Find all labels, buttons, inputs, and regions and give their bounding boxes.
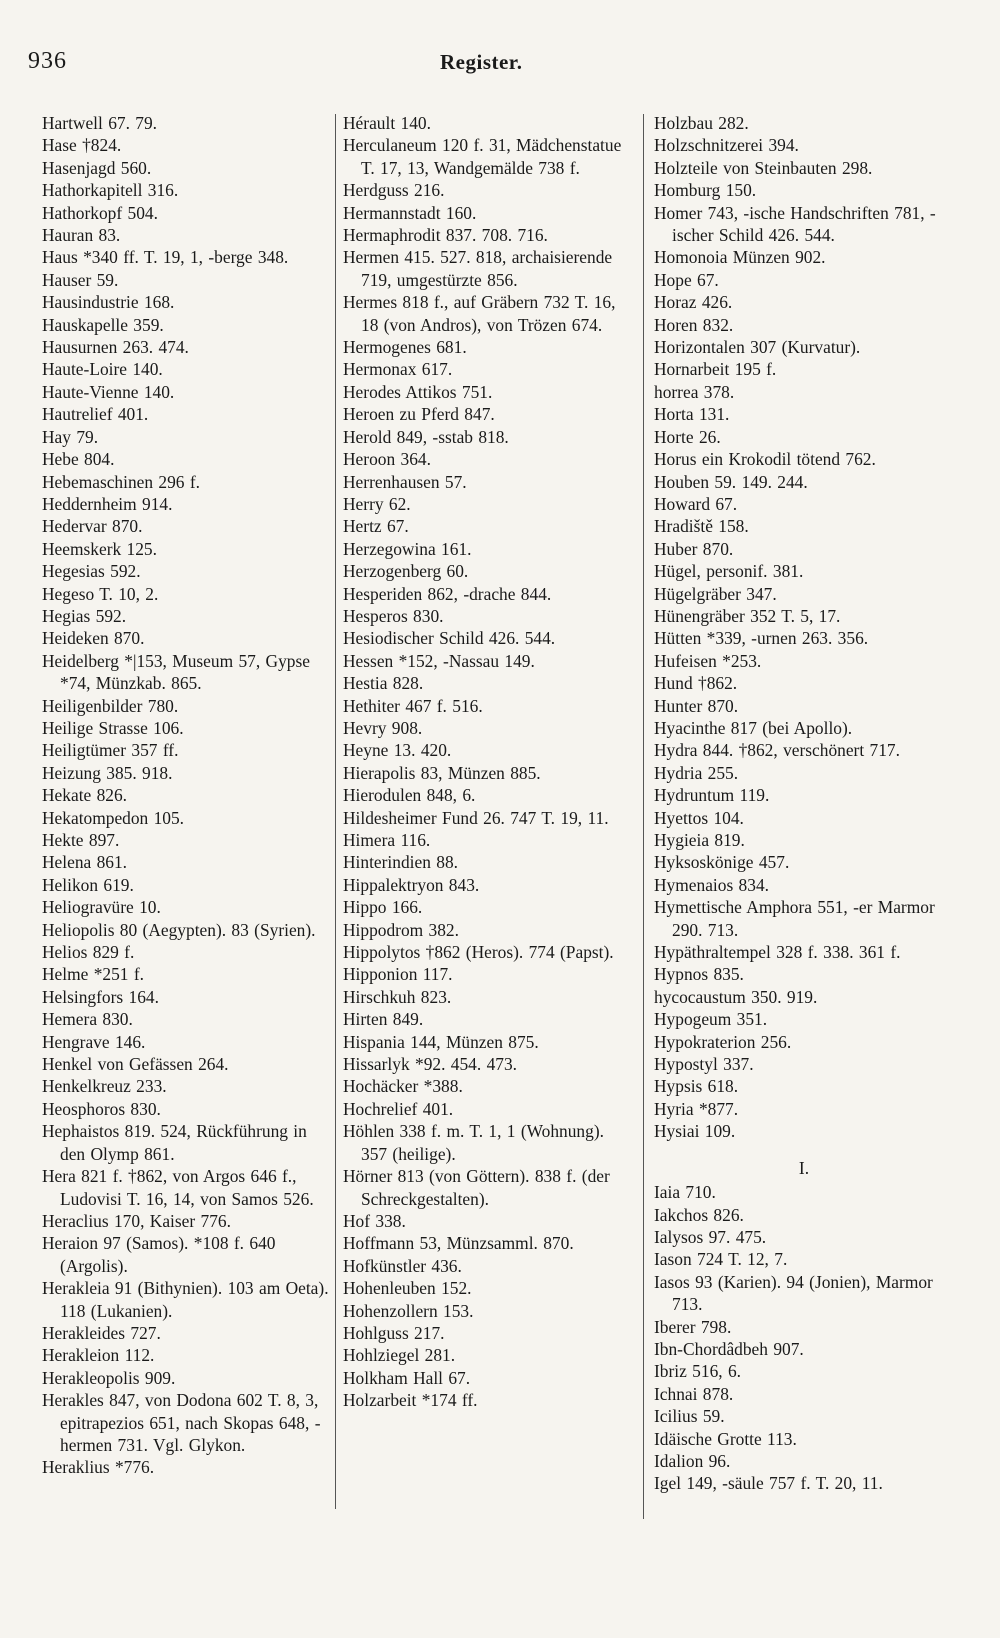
index-entry: Hof 338. bbox=[343, 1210, 406, 1231]
index-entry: Houben 59. 149. 244. bbox=[654, 471, 808, 492]
index-entry: Heidelberg *|153, Museum 57, Gypse *74, Münzkab. 865. bbox=[42, 650, 310, 694]
index-entry: Horte 26. bbox=[654, 426, 721, 447]
index-entry: horrea 378. bbox=[654, 381, 735, 402]
index-entry: Heilige Strasse 106. bbox=[42, 717, 184, 738]
index-entry: Igel 149, -säule 757 f. T. 20, 11. bbox=[654, 1473, 883, 1494]
index-entry: Herakleia 91 (Bithynien). 103 am Oeta). 118 (Lukanien). bbox=[42, 1278, 329, 1321]
index-entry: Heraklius *776. bbox=[42, 1457, 155, 1478]
index-entry: Hesperiden 862, -drache 844. bbox=[343, 583, 552, 604]
index-entry: Heyne 13. 420. bbox=[343, 740, 452, 761]
index-entry: Herdguss 216. bbox=[343, 180, 445, 201]
index-entry: Hethiter 467 f. 516. bbox=[343, 695, 483, 716]
index-entry: Helsingfors 164. bbox=[42, 986, 159, 1007]
index-entry: Heliogravüre 10. bbox=[42, 897, 161, 918]
index-entry: Iason 724 T. 12, 7. bbox=[654, 1249, 788, 1270]
index-entry: Hirten 849. bbox=[343, 1009, 424, 1030]
index-entry: Herzogenberg 60. bbox=[343, 561, 469, 582]
index-entry: Horen 832. bbox=[654, 314, 734, 335]
index-entry: Hengrave 146. bbox=[42, 1031, 146, 1052]
index-entry: Herakleides 727. bbox=[42, 1322, 161, 1343]
index-entry: Idalion 96. bbox=[654, 1450, 731, 1471]
index-entry: Hertz 67. bbox=[343, 516, 409, 537]
index-entry: Hypnos 835. bbox=[654, 964, 744, 985]
index-entry: Haus *340 ff. T. 19, 1, -berge 348. bbox=[42, 247, 289, 268]
index-entry: Heraclius 170, Kaiser 776. bbox=[42, 1210, 231, 1231]
index-entry: Horta 131. bbox=[654, 404, 730, 425]
index-entry: Hydruntum 119. bbox=[654, 785, 770, 806]
index-entry: Horaz 426. bbox=[654, 292, 733, 313]
index-entry: Heiligtümer 357 ff. bbox=[42, 740, 179, 761]
index-entry: Hymettische Amphora 551, -er Marmor 290. 713. bbox=[654, 897, 935, 940]
index-entry: hycocaustum 350. 919. bbox=[654, 986, 818, 1007]
index-entry: Hohlguss 217. bbox=[343, 1322, 445, 1343]
index-entry: Iaia 710. bbox=[654, 1182, 716, 1203]
index-entry: Hyacinthe 817 (bei Apollo). bbox=[654, 717, 853, 738]
index-entry: Hörner 813 (von Göttern). 838 f. (der Schreckgestalten). bbox=[343, 1166, 610, 1209]
index-column-1 bbox=[42, 112, 332, 1479]
index-entry: Hase †824. bbox=[42, 135, 122, 156]
index-entry: Hekatompedon 105. bbox=[42, 807, 185, 828]
index-entry: Herculaneum 120 f. 31, Mädchenstatue T. 17, 13, Wandgemälde 738 f. bbox=[343, 135, 622, 178]
page-title: Register. bbox=[440, 50, 523, 74]
index-entry: Hippalektryon 843. bbox=[343, 874, 480, 895]
index-entry: Hegeso T. 10, 2. bbox=[42, 583, 159, 604]
index-entry: Hyksoskönige 457. bbox=[654, 852, 790, 873]
index-entry: Holzteile von Steinbauten 298. bbox=[654, 157, 873, 178]
index-entry: Ibn-Chordâdbeh 907. bbox=[654, 1338, 804, 1359]
index-entry: Hathorkapitell 316. bbox=[42, 180, 179, 201]
index-entry: Idäische Grotte 113. bbox=[654, 1428, 797, 1449]
index-entry: Hunter 870. bbox=[654, 695, 739, 716]
index-entry: Homonoia Münzen 902. bbox=[654, 247, 826, 268]
index-entry: Helme *251 f. bbox=[42, 964, 144, 985]
index-entry: Huber 870. bbox=[654, 538, 734, 559]
index-entry: Hedervar 870. bbox=[42, 516, 143, 537]
index-entry: Hydra 844. †862, verschönert 717. bbox=[654, 740, 900, 761]
index-entry: Hemera 830. bbox=[42, 1009, 133, 1030]
column-rule-right bbox=[643, 114, 644, 1519]
index-entry: Heraion 97 (Samos). *108 f. 640 (Argolis). bbox=[42, 1233, 276, 1276]
index-entry: Haute-Loire 140. bbox=[42, 359, 163, 380]
index-entry: Herold 849, -sstab 818. bbox=[343, 426, 509, 447]
index-entry: Hochäcker *388. bbox=[343, 1076, 463, 1097]
index-entry: Hermes 818 f., auf Gräbern 732 T. 16, 18 (von Andros), von Trözen 674. bbox=[343, 292, 616, 335]
index-entry: Ichnai 878. bbox=[654, 1383, 734, 1404]
index-entry: Hope 67. bbox=[654, 269, 719, 290]
index-entry: Iasos 93 (Karien). 94 (Jonien), Marmor 713. bbox=[654, 1271, 933, 1315]
index-entry: Hera 821 f. †862, von Argos 646 f., Ludovisi T. 16, 14, von Samos 526. bbox=[42, 1166, 314, 1209]
index-entry: Herzegowina 161. bbox=[343, 538, 472, 559]
index-entry: Hygieia 819. bbox=[654, 830, 745, 850]
index-entry: Hügel, personif. 381. bbox=[654, 561, 804, 582]
index-entry: Hohenzollern 153. bbox=[343, 1300, 474, 1321]
index-entry: Hestia 828. bbox=[343, 673, 424, 694]
index-entry: Himera 116. bbox=[343, 830, 431, 850]
index-entry: Heroon 364. bbox=[343, 449, 431, 470]
index-entry: Hünengräber 352 T. 5, 17. bbox=[654, 605, 841, 626]
index-entry: Hermen 415. 527. 818, archaisierende 719, umgestürzte 856. bbox=[343, 247, 613, 290]
index-entry: Hermogenes 681. bbox=[343, 337, 467, 358]
index-entry: Hesperos 830. bbox=[343, 605, 444, 626]
index-entry: Holzbau 282. bbox=[654, 113, 749, 133]
index-entry: Hyria *877. bbox=[654, 1098, 739, 1119]
index-entry: Hausindustrie 168. bbox=[42, 292, 175, 313]
index-entry: Hohenleuben 152. bbox=[343, 1278, 472, 1299]
index-entry: Iberer 798. bbox=[654, 1316, 732, 1337]
index-entry: Hathorkopf 504. bbox=[42, 202, 158, 223]
index-entry: Hofkünstler 436. bbox=[343, 1255, 462, 1276]
index-entry: Hebemaschinen 296 f. bbox=[42, 471, 200, 492]
page-number: 936 bbox=[28, 48, 67, 74]
index-entry: Iakchos 826. bbox=[654, 1204, 744, 1225]
index-entry: Herakles 847, von Dodona 602 T. 8, 3, epitrapezios 651, nach Skopas 648, -hermen 731. Vgl. Glykon. bbox=[42, 1390, 321, 1455]
index-entry: Hoffmann 53, Münzsamml. 870. bbox=[343, 1233, 574, 1254]
index-entry: Hermonax 617. bbox=[343, 359, 453, 380]
index-entry: Horus ein Krokodil tötend 762. bbox=[654, 449, 876, 470]
index-entry: Hippodrom 382. bbox=[343, 919, 459, 940]
index-entry: Hierapolis 83, Münzen 885. bbox=[343, 762, 541, 783]
index-entry: Hipponion 117. bbox=[343, 964, 453, 985]
index-entry: Hermannstadt 160. bbox=[343, 202, 477, 223]
index-column-3 bbox=[654, 112, 954, 1495]
index-entry: Hügelgräber 347. bbox=[654, 583, 777, 604]
index-entry: Hyettos 104. bbox=[654, 807, 744, 828]
index-entry: Hohlziegel 281. bbox=[343, 1345, 456, 1366]
index-entry: Heemskerk 125. bbox=[42, 538, 157, 559]
index-entry: Hysiai 109. bbox=[654, 1121, 736, 1142]
index-entry: Henkelkreuz 233. bbox=[42, 1076, 167, 1097]
index-entry: Hissarlyk *92. 454. 473. bbox=[343, 1054, 518, 1075]
index-column-2 bbox=[343, 112, 633, 1412]
index-entry: Hippo 166. bbox=[343, 897, 423, 918]
index-entry: Hartwell 67. 79. bbox=[42, 113, 158, 133]
index-entry: Hermaphrodit 837. 708. 716. bbox=[343, 225, 548, 246]
index-entry: Hymenaios 834. bbox=[654, 874, 769, 895]
index-entry: Holkham Hall 67. bbox=[343, 1367, 471, 1388]
index-entry: Hypsis 618. bbox=[654, 1076, 739, 1097]
index-entry: Heliopolis 80 (Aegypten). 83 (Syrien). bbox=[42, 919, 316, 940]
index-entry: Helikon 619. bbox=[42, 874, 134, 895]
index-entry: Helios 829 f. bbox=[42, 942, 135, 963]
index-entry: Heideken 870. bbox=[42, 628, 145, 649]
section-letter: I. bbox=[798, 1157, 810, 1178]
index-entry: Hypogeum 351. bbox=[654, 1009, 768, 1030]
index-entry: Hinterindien 88. bbox=[343, 852, 458, 873]
index-entry: Hufeisen *253. bbox=[654, 650, 762, 671]
index-entry: Heiligenbilder 780. bbox=[42, 695, 179, 716]
index-entry: Hornarbeit 195 f. bbox=[654, 359, 777, 380]
index-entry: Herry 62. bbox=[343, 493, 411, 514]
index-entry: Hauser 59. bbox=[42, 269, 119, 290]
index-entry: Heroen zu Pferd 847. bbox=[343, 404, 495, 425]
index-entry: Hegesias 592. bbox=[42, 561, 141, 582]
index-entry: Hauran 83. bbox=[42, 225, 121, 246]
index-entry: Icilius 59. bbox=[654, 1406, 725, 1427]
index-entry: Hegias 592. bbox=[42, 605, 127, 626]
index-entry: Hildesheimer Fund 26. 747 T. 19, 11. bbox=[343, 807, 609, 828]
index-entry: Hispania 144, Münzen 875. bbox=[343, 1031, 539, 1052]
index-entry: Horizontalen 307 (Kurvatur). bbox=[654, 337, 861, 358]
index-entry: Hradiště 158. bbox=[654, 516, 749, 537]
index-entry: Howard 67. bbox=[654, 493, 738, 514]
index-entry: Hierodulen 848, 6. bbox=[343, 785, 476, 806]
index-entry: Hütten *339, -urnen 263. 356. bbox=[654, 628, 869, 649]
index-entry: Holzschnitzerei 394. bbox=[654, 135, 799, 156]
index-entry: Hasenjagd 560. bbox=[42, 157, 152, 178]
index-entry: Herakleopolis 909. bbox=[42, 1367, 176, 1388]
index-entry: Heddernheim 914. bbox=[42, 493, 173, 514]
index-entry: Hypäthraltempel 328 f. 338. 361 f. bbox=[654, 942, 901, 963]
index-entry: Heizung 385. 918. bbox=[42, 762, 173, 783]
index-entry: Herodes Attikos 751. bbox=[343, 381, 493, 402]
index-entry: Hypokraterion 256. bbox=[654, 1031, 792, 1052]
index-entry: Hirschkuh 823. bbox=[343, 986, 452, 1007]
index-entry: Holzarbeit *174 ff. bbox=[343, 1390, 478, 1411]
index-entry: Hund †862. bbox=[654, 673, 738, 694]
index-entry: Hauskapelle 359. bbox=[42, 314, 164, 335]
index-entry: Hekte 897. bbox=[42, 830, 120, 850]
index-entry: Henkel von Gefässen 264. bbox=[42, 1054, 229, 1075]
index-entry: Herrenhausen 57. bbox=[343, 471, 467, 492]
index-entry: Hessen *152, -Nassau 149. bbox=[343, 650, 535, 671]
index-entry: Hippolytos †862 (Heros). 774 (Papst). bbox=[343, 942, 614, 963]
index-entry: Helena 861. bbox=[42, 852, 128, 873]
index-entry: Hephaistos 819. 524, Rückführung in den Olymp 861. bbox=[42, 1121, 307, 1164]
index-entry: Hérault 140. bbox=[343, 113, 431, 133]
index-entry: Hochrelief 401. bbox=[343, 1098, 454, 1119]
index-entry: Hydria 255. bbox=[654, 762, 739, 783]
index-entry: Höhlen 338 f. m. T. 1, 1 (Wohnung). 357 (heilige). bbox=[343, 1121, 604, 1164]
index-entry: Hautrelief 401. bbox=[42, 404, 149, 425]
index-entry: Hekate 826. bbox=[42, 785, 128, 806]
index-entry: Ibriz 516, 6. bbox=[654, 1361, 742, 1382]
index-entry: Hevry 908. bbox=[343, 717, 423, 738]
column-rule-left bbox=[335, 114, 336, 1509]
index-entry: Herakleion 112. bbox=[42, 1345, 155, 1366]
index-entry: Homburg 150. bbox=[654, 180, 757, 201]
index-entry: Hausurnen 263. 474. bbox=[42, 337, 189, 358]
index-entry: Hesiodischer Schild 426. 544. bbox=[343, 628, 556, 649]
index-entry: Hypostyl 337. bbox=[654, 1054, 754, 1075]
index-entry: Heosphoros 830. bbox=[42, 1098, 161, 1119]
index-entry: Hebe 804. bbox=[42, 449, 115, 470]
index-entry: Hay 79. bbox=[42, 426, 99, 447]
index-entry: Haute-Vienne 140. bbox=[42, 381, 175, 402]
index-entry: Ialysos 97. 475. bbox=[654, 1226, 767, 1247]
index-entry: Homer 743, -ische Handschriften 781, -ischer Schild 426. 544. bbox=[654, 202, 936, 246]
